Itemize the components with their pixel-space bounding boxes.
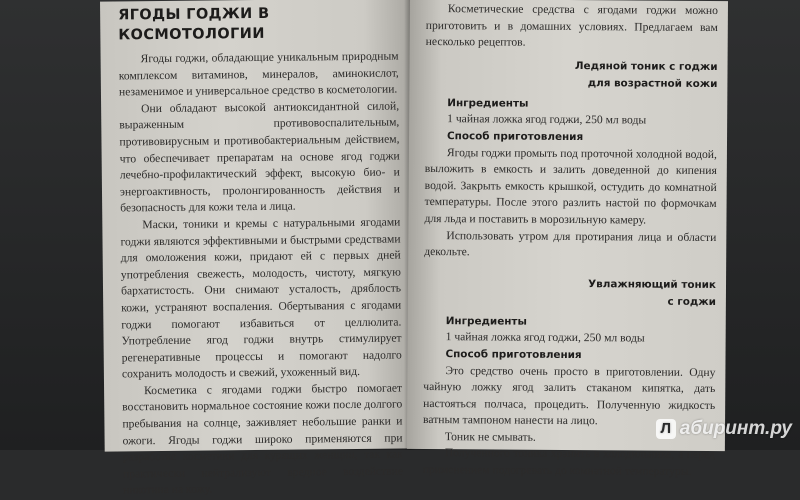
method-heading: Способ приготовления [447, 130, 584, 144]
paragraph: Ягоды годжи, обладающие уникальным природным комплексом витаминов, минералов, аминокислот, незаменимое и универсальное средство в косметологии. [118, 49, 399, 99]
recipe-moisturizing-tonic [423, 275, 716, 481]
method-step: Полученного тоника хранить в холодильнике, а перед применением подогревать до комнатной температуры. [422, 446, 715, 478]
paragraph: Они обладают высокой антиоксидантной силой, выраженным противовоспалительным, противовирусным и противобактериальным действием, что обеспечивает препаратам на основе ягод годжи лечебно-профилактический эффект, высокую био- и энергоактивность, пролонгированность действия и безопасность для кожи тела и лица. [119, 99, 401, 215]
method-heading: Способ приготовления [445, 348, 582, 362]
watermark-text: абиринт.ру [679, 418, 792, 439]
recipe-title [424, 275, 716, 311]
recipe-title-line: для возрастной кожи [587, 76, 718, 90]
right-page [407, 0, 728, 478]
labirint-watermark [656, 418, 792, 440]
ingredients-heading: Ингредиенты [447, 96, 529, 110]
method-step: Это средство очень просто в приготовлении. Одну чайную ложку ягод залить стаканом кипятка, дать настояться полчаса, процедить. Полученную жидкость ватным тампоном нанести на лицо. [423, 363, 716, 428]
intro-paragraph: Косметические средства с ягодами годжи можно приготовить и в домашних условиях. Предлагаем вам несколько рецептов. [425, 2, 718, 49]
ingredients-text: 1 чайная ложка ягод годжи, 250 мл воды [447, 112, 647, 127]
paragraph: Косметика с ягодами годжи быстро помогает восстановить нормальное состояние кожи после долгого пребывания на солнце, заживляет небольшие ранки и ожоги. Ягоды годжи широко применяются при разработке косметики для курящих женщин, так как практически нейтрализуют вредное воздействие никотина на кожу. [122, 381, 404, 497]
method-step: Использовать утром для протирания лица и области декольте. [424, 228, 717, 259]
ingredients-text: 1 чайная ложка ягод годжи, 250 мл воды [445, 330, 645, 345]
method-step: Тоник не смывать. [444, 430, 536, 444]
method-step: Ягоды годжи промыть под проточной холодной водой, выложить в емкость и залить доведенной до кипения водой. Закрыть емкость крышкой, остудить до комнатной температуры. После этого разлить настой по формочкам для льда и поставить в морозильную камеру. [424, 145, 717, 227]
recipe-title-line: Увлажняющий тоник [588, 277, 717, 291]
recipe-ice-tonic [424, 57, 717, 263]
chapter-title: ЯГОДЫ ГОДЖИ В КОСМОТОЛОГИИ [118, 5, 270, 44]
ingredients-heading: Ингредиенты [445, 314, 527, 328]
recipe-title-line: с годжи [667, 295, 716, 308]
recipe-title-line: Ледяной тоник с годжи [574, 59, 718, 73]
left-page [100, 0, 415, 497]
labirint-logo-icon: Л [656, 419, 676, 439]
recipe-title [425, 57, 717, 93]
paragraph: Маски, тоники и кремы с натуральными ягодами годжи являются эффективными и быстрыми средствами для омоложения кожи, придают ей с первых дней употребления свежесть, молодость, чистоту, мягкую бархатистость. Они снимают усталость, дряблость кожи, устраняют воспаления. Обертывания с ягодами годжи помогают избавиться от целлюлита. Употребление ягод годжи внутрь стимулирует регенеративные процессы и помогают надолго сохранить молодость и свежий, ухоженный вид. [120, 215, 402, 381]
